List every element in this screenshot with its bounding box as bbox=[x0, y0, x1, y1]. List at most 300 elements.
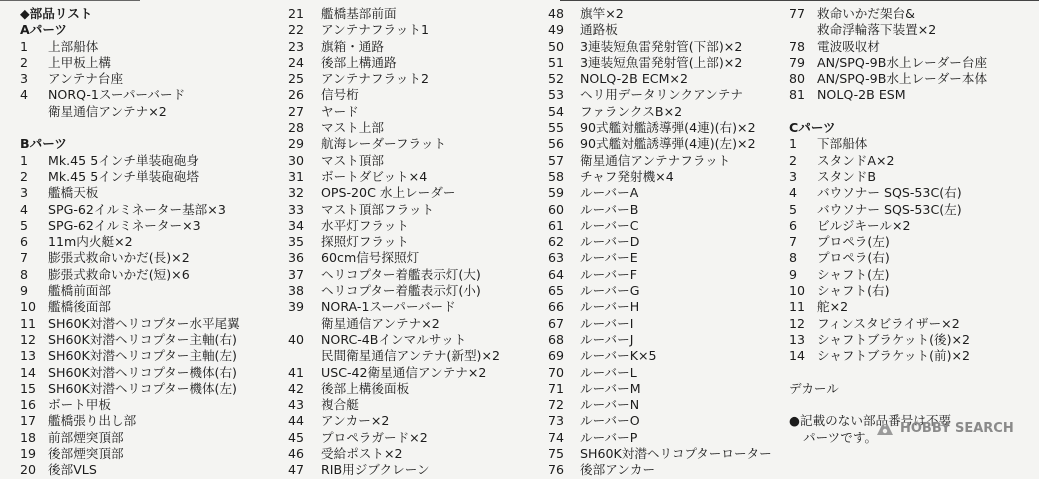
c-parts-header: Cパーツ bbox=[789, 120, 836, 136]
part-name: 後部上構通路 bbox=[321, 54, 397, 70]
part-number: 33 bbox=[288, 201, 305, 217]
list-item bbox=[288, 218, 500, 234]
part-number: 35 bbox=[288, 234, 305, 250]
part-name: 前部煙突頂部 bbox=[48, 429, 124, 445]
part-name: 90式艦対艦誘導弾(4連)(右)×2 bbox=[580, 120, 756, 136]
part-name: シャフトブラケット(前)×2 bbox=[817, 348, 971, 364]
list-item bbox=[548, 169, 772, 185]
list-item bbox=[20, 87, 240, 103]
part-number: 73 bbox=[548, 413, 565, 429]
list-item bbox=[20, 430, 240, 446]
part-name: ルーバーI bbox=[580, 315, 634, 331]
part-name: Mk.45 5インチ単装砲砲塔 bbox=[48, 168, 199, 184]
list-item bbox=[288, 136, 500, 152]
part-number: 67 bbox=[548, 315, 565, 331]
part-number: 37 bbox=[288, 266, 305, 282]
part-name: 90式艦対艦誘導弾(4連)(左)×2 bbox=[580, 136, 756, 152]
part-number bbox=[789, 22, 817, 38]
part-number: 29 bbox=[288, 136, 305, 152]
list-item bbox=[20, 55, 240, 71]
part-name: 旗竿×2 bbox=[580, 6, 624, 21]
column-1 bbox=[20, 6, 240, 479]
part-name: 11m内火艇×2 bbox=[48, 234, 133, 250]
part-number: 48 bbox=[548, 6, 565, 21]
part-number: 2 bbox=[20, 54, 29, 70]
list-item bbox=[548, 462, 772, 478]
part-name: プロペラ(左) bbox=[817, 234, 890, 250]
part-number: 21 bbox=[288, 6, 305, 21]
list-item bbox=[548, 332, 772, 348]
list-item bbox=[548, 381, 772, 397]
part-number: 72 bbox=[548, 397, 565, 413]
part-number: 14 bbox=[789, 348, 806, 364]
top-border-line-left bbox=[0, 0, 140, 1]
part-name: シャフト(右) bbox=[817, 283, 890, 299]
list-item bbox=[20, 413, 240, 429]
hobby-search-logo-icon bbox=[875, 419, 895, 437]
list-item bbox=[789, 299, 987, 315]
list-item bbox=[20, 299, 240, 315]
part-name: ヘリコプター着艦表示灯(小) bbox=[321, 283, 481, 299]
list-item bbox=[288, 413, 500, 429]
part-name: 通路板 bbox=[580, 22, 618, 38]
part-name: 舵×2 bbox=[817, 299, 849, 315]
list-item bbox=[288, 250, 500, 266]
list-item bbox=[789, 39, 987, 55]
part-name: NOLQ-2B ESM bbox=[817, 87, 906, 103]
part-number: 7 bbox=[20, 250, 29, 266]
list-item bbox=[288, 299, 500, 315]
list-item bbox=[288, 22, 500, 38]
list-item bbox=[789, 6, 987, 22]
part-number: 68 bbox=[548, 331, 565, 347]
list-item bbox=[548, 218, 772, 234]
column-3 bbox=[548, 6, 772, 479]
list-item bbox=[789, 202, 987, 218]
part-number: 51 bbox=[548, 54, 565, 70]
list-item bbox=[548, 430, 772, 446]
part-number: 66 bbox=[548, 299, 565, 315]
list-item bbox=[288, 104, 500, 120]
part-number: 36 bbox=[288, 250, 305, 266]
part-number: 55 bbox=[548, 120, 565, 136]
part-number: 42 bbox=[288, 380, 305, 396]
part-number: 26 bbox=[288, 87, 305, 103]
part-name: 後部アンカー bbox=[580, 462, 656, 478]
part-name: 航海レーダーフラット bbox=[321, 136, 447, 152]
part-name: 上甲板上構 bbox=[48, 54, 111, 70]
part-name: ルーバーN bbox=[580, 397, 640, 413]
list-item bbox=[789, 153, 987, 169]
part-name: ヘリ用データリンクアンテナ bbox=[580, 87, 743, 103]
part-name: バウソナー SQS-53C(右) bbox=[817, 185, 962, 201]
part-name: 艦橋天板 bbox=[48, 185, 99, 201]
part-name: プロペラ(右) bbox=[817, 250, 890, 266]
part-number: 77 bbox=[789, 6, 806, 21]
part-number: 64 bbox=[548, 266, 565, 282]
part-number: 41 bbox=[288, 364, 305, 380]
part-name: AN/SPQ-9B水上レーダー台座 bbox=[817, 54, 988, 70]
part-number: 1 bbox=[20, 152, 29, 168]
part-number: 6 bbox=[20, 234, 29, 250]
list-item bbox=[20, 218, 240, 234]
list-item bbox=[789, 234, 987, 250]
parts-list-col4 bbox=[789, 6, 987, 104]
a-parts-list bbox=[20, 39, 240, 120]
part-number: 12 bbox=[789, 315, 806, 331]
part-number: 3 bbox=[20, 71, 29, 87]
part-number: 28 bbox=[288, 120, 305, 136]
parts-list-col2 bbox=[288, 6, 500, 479]
list-item bbox=[20, 316, 240, 332]
part-name: 信号桁 bbox=[321, 87, 359, 103]
part-name: ルーバーM bbox=[580, 380, 641, 396]
part-number: 3 bbox=[20, 185, 29, 201]
part-number bbox=[288, 348, 321, 364]
part-number: 8 bbox=[20, 266, 29, 282]
part-name: シャフト(左) bbox=[817, 266, 890, 282]
list-item bbox=[548, 104, 772, 120]
list-item bbox=[548, 413, 772, 429]
part-name: SPG-62イルミネーター×3 bbox=[48, 217, 201, 233]
part-name: 後部上構後面板 bbox=[321, 380, 410, 396]
list-item bbox=[20, 153, 240, 169]
list-item bbox=[548, 267, 772, 283]
part-number: 9 bbox=[20, 283, 29, 299]
part-name: 後部VLS bbox=[48, 462, 97, 478]
part-number: 13 bbox=[20, 348, 37, 364]
part-number: 61 bbox=[548, 217, 565, 233]
part-name: アンテナフラット1 bbox=[321, 22, 430, 38]
part-number: 69 bbox=[548, 348, 565, 364]
part-number: 54 bbox=[548, 103, 565, 119]
list-item bbox=[548, 202, 772, 218]
list-item bbox=[20, 169, 240, 185]
list-item bbox=[548, 365, 772, 381]
part-name: ルーバーP bbox=[580, 429, 638, 445]
part-number: 47 bbox=[288, 462, 305, 478]
list-item bbox=[288, 462, 500, 478]
part-name: ルーバーD bbox=[580, 234, 640, 250]
part-name: 下部船体 bbox=[817, 136, 868, 152]
part-number: 56 bbox=[548, 136, 565, 152]
list-item bbox=[548, 55, 772, 71]
part-name: ルーバーB bbox=[580, 201, 639, 217]
part-number: 70 bbox=[548, 364, 565, 380]
list-item bbox=[548, 136, 772, 152]
list-item bbox=[548, 283, 772, 299]
spacer bbox=[789, 104, 987, 120]
a-parts-header: Aパーツ bbox=[20, 22, 68, 38]
list-item bbox=[548, 299, 772, 315]
list-item bbox=[20, 397, 240, 413]
list-item bbox=[288, 87, 500, 103]
watermark-text: HOBBY SEARCH bbox=[900, 420, 1014, 436]
list-item bbox=[20, 365, 240, 381]
list-item bbox=[548, 120, 772, 136]
part-number: 60 bbox=[548, 201, 565, 217]
part-name: ルーバーA bbox=[580, 185, 639, 201]
part-number: 16 bbox=[20, 397, 37, 413]
part-number: 25 bbox=[288, 71, 305, 87]
parts-list-col3 bbox=[548, 6, 772, 479]
part-name: 艦橋後面部 bbox=[48, 299, 111, 315]
list-item bbox=[548, 39, 772, 55]
list-item bbox=[20, 446, 240, 462]
part-number: 4 bbox=[789, 185, 798, 201]
part-name: NORQ-1スーパーバード bbox=[48, 87, 186, 103]
list-item bbox=[20, 462, 240, 478]
part-name: SH60K対潜ヘリコプター機体(右) bbox=[48, 364, 237, 380]
part-number: 57 bbox=[548, 152, 565, 168]
part-number: 17 bbox=[20, 413, 37, 429]
part-name: ボートダビット×4 bbox=[321, 168, 428, 184]
part-number: 22 bbox=[288, 22, 305, 38]
list-item bbox=[548, 71, 772, 87]
list-item bbox=[288, 332, 500, 348]
part-name: 救命いかだ架台& bbox=[817, 6, 915, 21]
list-item bbox=[548, 250, 772, 266]
list-item bbox=[789, 169, 987, 185]
list-item bbox=[288, 185, 500, 201]
part-name: Mk.45 5インチ単装砲砲身 bbox=[48, 152, 199, 168]
part-number: 23 bbox=[288, 38, 305, 54]
spacer bbox=[789, 365, 987, 381]
part-number bbox=[20, 104, 48, 120]
part-name: SH60K対潜ヘリコプター機体(左) bbox=[48, 380, 237, 396]
part-number: 63 bbox=[548, 250, 565, 266]
part-name: シャフトブラケット(後)×2 bbox=[817, 331, 971, 347]
list-item bbox=[20, 104, 240, 120]
part-name: SH60K対潜ヘリコプターローター bbox=[580, 446, 772, 462]
part-name: 上部船体 bbox=[48, 38, 99, 54]
part-number: 76 bbox=[548, 462, 565, 478]
list-item bbox=[548, 446, 772, 462]
part-number: 50 bbox=[548, 38, 565, 54]
list-item bbox=[288, 39, 500, 55]
part-number: 31 bbox=[288, 168, 305, 184]
list-item bbox=[20, 348, 240, 364]
spacer bbox=[789, 397, 987, 413]
part-name: アンテナ台座 bbox=[48, 71, 124, 87]
list-item bbox=[789, 55, 987, 71]
list-item bbox=[288, 120, 500, 136]
list-item bbox=[548, 22, 772, 38]
part-number: 11 bbox=[20, 315, 37, 331]
part-name: フィンスタビライザー×2 bbox=[817, 315, 960, 331]
list-item bbox=[548, 6, 772, 22]
part-number: 6 bbox=[789, 217, 798, 233]
part-name: NORA-1スーパーバード bbox=[321, 299, 456, 315]
list-item bbox=[789, 348, 987, 364]
part-number: 14 bbox=[20, 364, 37, 380]
part-number: 75 bbox=[548, 446, 565, 462]
list-item bbox=[548, 316, 772, 332]
list-item bbox=[288, 202, 500, 218]
part-number: 4 bbox=[20, 201, 29, 217]
list-item bbox=[288, 316, 500, 332]
hobby-search-watermark bbox=[875, 417, 1014, 439]
part-name: アンテナフラット2 bbox=[321, 71, 430, 87]
b-parts-header: Bパーツ bbox=[20, 136, 67, 152]
list-item bbox=[288, 234, 500, 250]
part-number: 12 bbox=[20, 331, 37, 347]
part-number: 4 bbox=[20, 87, 29, 103]
part-number: 13 bbox=[789, 331, 806, 347]
part-number: 11 bbox=[789, 299, 806, 315]
part-number: 53 bbox=[548, 87, 565, 103]
list-item bbox=[288, 365, 500, 381]
part-name: 膨張式救命いかだ(長)×2 bbox=[48, 250, 190, 266]
part-name: 艦橋基部前面 bbox=[321, 6, 397, 21]
list-item bbox=[288, 6, 500, 22]
part-number: 7 bbox=[789, 234, 798, 250]
list-item bbox=[789, 267, 987, 283]
part-number: 52 bbox=[548, 71, 565, 87]
part-name: 艦橋張り出し部 bbox=[48, 413, 137, 429]
part-name: ルーバーF bbox=[580, 266, 637, 282]
list-item bbox=[288, 397, 500, 413]
list-item bbox=[20, 283, 240, 299]
part-number: 30 bbox=[288, 152, 305, 168]
list-item bbox=[20, 71, 240, 87]
part-name: ルーバーG bbox=[580, 283, 640, 299]
part-number: 18 bbox=[20, 429, 37, 445]
part-number: 79 bbox=[789, 54, 806, 70]
part-number: 8 bbox=[789, 250, 798, 266]
parts-list-heading: ◆部品リスト bbox=[20, 6, 93, 21]
part-number: 49 bbox=[548, 22, 565, 38]
list-item bbox=[789, 316, 987, 332]
part-name: ヘリコプター着艦表示灯(大) bbox=[321, 266, 481, 282]
list-item bbox=[789, 22, 987, 38]
list-item bbox=[288, 381, 500, 397]
part-number: 44 bbox=[288, 413, 305, 429]
part-name: 60cm信号探照灯 bbox=[321, 250, 420, 266]
b-parts-list bbox=[20, 153, 240, 479]
part-number: 78 bbox=[789, 38, 806, 54]
part-number: 1 bbox=[20, 38, 29, 54]
part-number: 80 bbox=[789, 71, 806, 87]
part-name: 旗箱・通路 bbox=[321, 38, 384, 54]
part-name: 衛星通信アンテナ×2 bbox=[321, 315, 440, 331]
part-name: 膨張式救命いかだ(短)×6 bbox=[48, 266, 190, 282]
list-item bbox=[548, 185, 772, 201]
list-item bbox=[548, 87, 772, 103]
list-item bbox=[20, 185, 240, 201]
part-number: 27 bbox=[288, 103, 305, 119]
top-border-line bbox=[560, 0, 1039, 2]
part-name: ルーバーL bbox=[580, 364, 637, 380]
note-line-2: パーツです。 bbox=[803, 429, 878, 445]
decal-label: デカール bbox=[789, 380, 839, 396]
part-name: 衛星通信アンテナ×2 bbox=[48, 103, 167, 119]
part-number: 2 bbox=[789, 152, 798, 168]
part-name: ルーバーE bbox=[580, 250, 638, 266]
part-number: 74 bbox=[548, 429, 565, 445]
spacer bbox=[20, 120, 240, 136]
list-item bbox=[548, 153, 772, 169]
part-number: 10 bbox=[20, 299, 37, 315]
list-item bbox=[20, 250, 240, 266]
part-number: 34 bbox=[288, 217, 305, 233]
column-2 bbox=[288, 6, 500, 479]
part-name: ルーバーO bbox=[580, 413, 640, 429]
part-name: 後部煙突頂部 bbox=[48, 446, 124, 462]
column-4 bbox=[789, 6, 987, 446]
part-number: 3 bbox=[789, 168, 798, 184]
part-number: 20 bbox=[20, 462, 37, 478]
part-name: NORC-4Bインマルサット bbox=[321, 331, 467, 347]
list-item bbox=[288, 348, 500, 364]
list-item bbox=[20, 234, 240, 250]
list-item bbox=[548, 234, 772, 250]
part-name: アンカー×2 bbox=[321, 413, 390, 429]
part-number: 46 bbox=[288, 446, 305, 462]
part-name: SH60K対潜ヘリコプター主軸(左) bbox=[48, 348, 237, 364]
list-item bbox=[20, 202, 240, 218]
part-name: ビルジキール×2 bbox=[817, 217, 911, 233]
part-number: 32 bbox=[288, 185, 305, 201]
part-name: 艦橋前面部 bbox=[48, 283, 111, 299]
part-name: 受給ポスト×2 bbox=[321, 446, 403, 462]
part-name: 3連装短魚雷発射管(下部)×2 bbox=[580, 38, 743, 54]
list-item bbox=[288, 153, 500, 169]
part-name: ボート甲板 bbox=[48, 397, 111, 413]
list-item bbox=[789, 87, 987, 103]
list-item bbox=[288, 430, 500, 446]
part-name: OPS-20C 水上レーダー bbox=[321, 185, 456, 201]
list-item bbox=[789, 250, 987, 266]
part-number: 40 bbox=[288, 331, 305, 347]
list-item bbox=[20, 267, 240, 283]
part-number: 62 bbox=[548, 234, 565, 250]
part-number: 15 bbox=[20, 380, 37, 396]
list-item bbox=[789, 283, 987, 299]
part-name: 救命浮輪落下装置×2 bbox=[817, 22, 937, 38]
list-item bbox=[548, 397, 772, 413]
part-name: ルーバーJ bbox=[580, 331, 634, 347]
list-item bbox=[789, 332, 987, 348]
part-name: ルーバーK×5 bbox=[580, 348, 657, 364]
part-name: AN/SPQ-9B水上レーダー本体 bbox=[817, 71, 988, 87]
part-name: バウソナー SQS-53C(左) bbox=[817, 201, 962, 217]
c-parts-list bbox=[789, 136, 987, 364]
part-name: USC-42衛星通信アンテナ×2 bbox=[321, 364, 487, 380]
part-number: 24 bbox=[288, 54, 305, 70]
part-number: 45 bbox=[288, 429, 305, 445]
part-name: ルーバーC bbox=[580, 217, 639, 233]
part-name: RIB用ジブクレーン bbox=[321, 462, 430, 478]
list-item bbox=[20, 39, 240, 55]
part-name: 複合艇 bbox=[321, 397, 359, 413]
list-item bbox=[288, 71, 500, 87]
part-name: 衛星通信アンテナフラット bbox=[580, 152, 731, 168]
part-name: 電波吸収材 bbox=[817, 38, 880, 54]
list-item bbox=[789, 71, 987, 87]
part-number: 38 bbox=[288, 283, 305, 299]
part-name: マスト上部 bbox=[321, 120, 384, 136]
list-item bbox=[789, 136, 987, 152]
part-name: ルーバーH bbox=[580, 299, 640, 315]
part-name: マスト頂部 bbox=[321, 152, 384, 168]
note-line-1: ●記載のない部品番号は不要 bbox=[789, 413, 952, 429]
part-number: 81 bbox=[789, 87, 806, 103]
list-item bbox=[20, 332, 240, 348]
part-name: マスト頂部フラット bbox=[321, 201, 435, 217]
part-number: 59 bbox=[548, 185, 565, 201]
list-item bbox=[288, 283, 500, 299]
